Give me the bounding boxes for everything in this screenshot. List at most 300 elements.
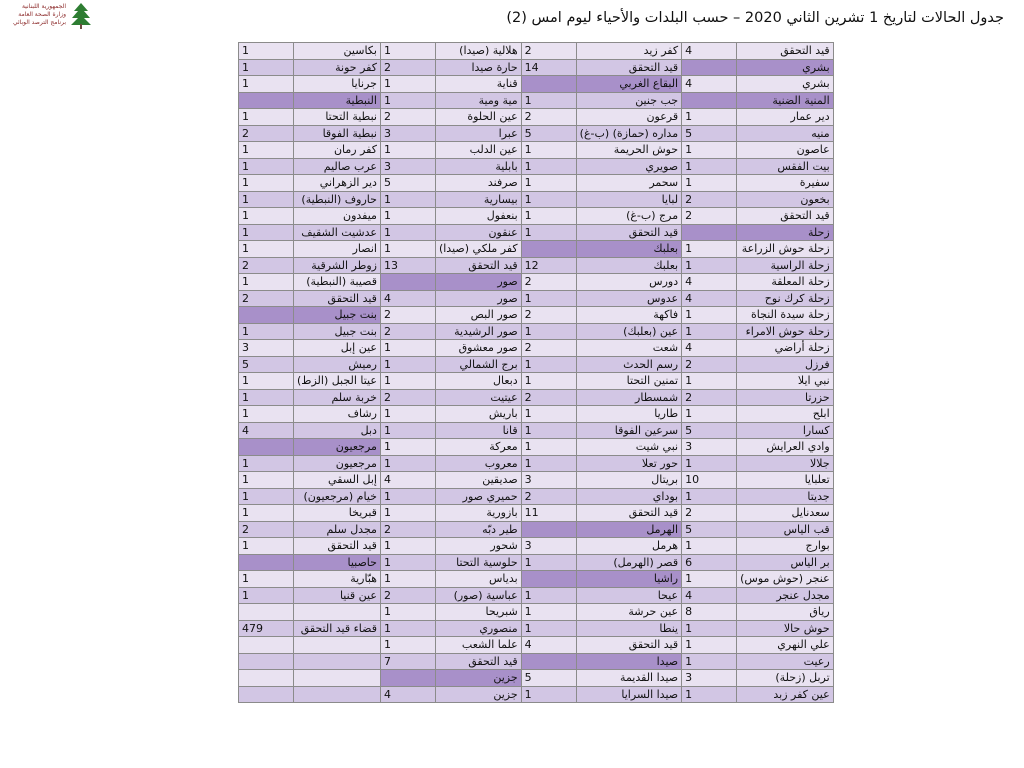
case-count-cell: 1 bbox=[521, 92, 576, 109]
table-row bbox=[239, 175, 834, 192]
town-name-cell: إبل السقي bbox=[294, 472, 381, 489]
town-name-cell: رياق bbox=[737, 604, 834, 621]
table-row bbox=[239, 109, 834, 126]
case-count-cell: 10 bbox=[682, 472, 737, 489]
town-name-cell: عين إبل bbox=[294, 340, 381, 357]
town-name-cell: عين قنيا bbox=[294, 587, 381, 604]
table-row bbox=[239, 554, 834, 571]
town-name-cell: بنعفول bbox=[435, 208, 521, 225]
case-count-cell bbox=[239, 653, 294, 670]
case-count-cell: 1 bbox=[239, 158, 294, 175]
case-count-cell: 4 bbox=[380, 686, 435, 703]
case-count-cell: 8 bbox=[682, 604, 737, 621]
case-count-cell bbox=[239, 670, 294, 687]
case-count-cell: 1 bbox=[239, 505, 294, 522]
table-row bbox=[239, 439, 834, 456]
case-count-cell: 1 bbox=[682, 653, 737, 670]
town-name-cell: تعلبايا bbox=[737, 472, 834, 489]
town-name-cell: بريتال bbox=[576, 472, 681, 489]
case-count-cell: 1 bbox=[521, 439, 576, 456]
town-name-cell: قناية bbox=[435, 76, 521, 93]
region-header-cell: مرجعيون bbox=[294, 439, 381, 456]
case-count-cell: 1 bbox=[239, 109, 294, 126]
town-name-cell: قيد التحقق bbox=[294, 538, 381, 555]
town-name-cell: علما الشعب bbox=[435, 637, 521, 654]
case-count-cell: 1 bbox=[380, 406, 435, 423]
table-row bbox=[239, 191, 834, 208]
case-count-cell: 1 bbox=[682, 571, 737, 588]
region-header-cell: جزين bbox=[435, 670, 521, 687]
case-count-cell: 5 bbox=[682, 422, 737, 439]
town-name-cell: حور تعلا bbox=[576, 455, 681, 472]
case-count-cell: 3 bbox=[682, 439, 737, 456]
town-name-cell: سرعين الفوقا bbox=[576, 422, 681, 439]
case-count-cell: 1 bbox=[521, 191, 576, 208]
case-count-cell: 1 bbox=[380, 340, 435, 357]
town-name-cell: مجدل سلم bbox=[294, 521, 381, 538]
town-name-cell: بكاسين bbox=[294, 43, 381, 60]
town-name-cell: صويري bbox=[576, 158, 681, 175]
case-count-cell: 4 bbox=[682, 274, 737, 291]
town-name-cell: بابلية bbox=[435, 158, 521, 175]
case-count-cell: 1 bbox=[380, 92, 435, 109]
case-count-cell: 1 bbox=[380, 554, 435, 571]
case-count-cell: 1 bbox=[239, 455, 294, 472]
case-count-cell: 1 bbox=[380, 224, 435, 241]
town-name-cell: رعيت bbox=[737, 653, 834, 670]
case-count-cell: 1 bbox=[239, 76, 294, 93]
table-row bbox=[239, 257, 834, 274]
town-name-cell: نبطية الفوقا bbox=[294, 125, 381, 142]
town-name-cell: قرعون bbox=[576, 109, 681, 126]
town-name-cell: زحلة كرك نوح bbox=[737, 290, 834, 307]
town-name-cell: عنقون bbox=[435, 224, 521, 241]
town-name-cell bbox=[294, 653, 381, 670]
region-header-cell: المنية الضنية bbox=[737, 92, 834, 109]
table-row bbox=[239, 373, 834, 390]
case-count-cell: 1 bbox=[239, 142, 294, 159]
town-name-cell: حارة صيدا bbox=[435, 59, 521, 76]
page-title: جدول الحالات لتاريخ 1 تشرين الثاني 2020 – حسب البلدات والأحياء ليوم امس (2) bbox=[506, 10, 1004, 26]
town-name-cell: عين كفر زبد bbox=[737, 686, 834, 703]
case-count-cell bbox=[521, 571, 576, 588]
town-name-cell: بعلبك bbox=[576, 257, 681, 274]
town-name-cell: قانا bbox=[435, 422, 521, 439]
case-count-cell: 2 bbox=[380, 389, 435, 406]
case-count-cell: 4 bbox=[380, 290, 435, 307]
town-name-cell: مجدل عنجر bbox=[737, 587, 834, 604]
case-count-cell: 1 bbox=[521, 208, 576, 225]
case-count-cell: 1 bbox=[682, 109, 737, 126]
case-count-cell: 5 bbox=[521, 670, 576, 687]
case-count-cell: 1 bbox=[380, 488, 435, 505]
region-header-cell: راشيا bbox=[576, 571, 681, 588]
case-count-cell: 4 bbox=[682, 587, 737, 604]
town-name-cell: حوش الحريمة bbox=[576, 142, 681, 159]
table-row bbox=[239, 125, 834, 142]
case-count-cell: 2 bbox=[521, 389, 576, 406]
logo-text bbox=[4, 3, 66, 27]
case-count-cell: 1 bbox=[239, 323, 294, 340]
case-count-cell: 1 bbox=[380, 439, 435, 456]
table-row bbox=[239, 472, 834, 489]
town-name-cell: عيحا bbox=[576, 587, 681, 604]
case-count-cell: 3 bbox=[239, 340, 294, 357]
town-name-cell: قصيبة (النبطية) bbox=[294, 274, 381, 291]
town-name-cell: صرفند bbox=[435, 175, 521, 192]
case-count-cell: 1 bbox=[682, 307, 737, 324]
town-name-cell: زحلة المعلقة bbox=[737, 274, 834, 291]
town-name-cell: مداره (حمازة) (ب-غ) bbox=[576, 125, 681, 142]
case-count-cell: 12 bbox=[521, 257, 576, 274]
case-count-cell: 5 bbox=[521, 125, 576, 142]
case-count-cell: 1 bbox=[682, 241, 737, 258]
table-row bbox=[239, 637, 834, 654]
case-count-cell: 1 bbox=[239, 488, 294, 505]
case-count-cell bbox=[239, 307, 294, 324]
region-header-cell: النبطية bbox=[294, 92, 381, 109]
table-row bbox=[239, 274, 834, 291]
case-count-cell: 2 bbox=[380, 587, 435, 604]
town-name-cell: عيتا الجبل (الزط) bbox=[294, 373, 381, 390]
case-count-cell: 1 bbox=[682, 323, 737, 340]
table-row bbox=[239, 686, 834, 703]
town-name-cell: عيتيت bbox=[435, 389, 521, 406]
case-count-cell bbox=[521, 653, 576, 670]
case-count-cell: 4 bbox=[682, 43, 737, 60]
case-count-cell: 1 bbox=[682, 257, 737, 274]
case-count-cell: 2 bbox=[380, 109, 435, 126]
case-count-cell: 4 bbox=[682, 290, 737, 307]
town-name-cell bbox=[294, 637, 381, 654]
town-name-cell: قيد التحقق bbox=[435, 257, 521, 274]
town-name-cell: مرج (ب-غ) bbox=[576, 208, 681, 225]
case-count-cell: 13 bbox=[380, 257, 435, 274]
town-name-cell: عبرا bbox=[435, 125, 521, 142]
case-count-cell: 1 bbox=[682, 488, 737, 505]
town-name-cell: عدوس bbox=[576, 290, 681, 307]
town-name-cell: سعدنايل bbox=[737, 505, 834, 522]
case-count-cell bbox=[521, 521, 576, 538]
case-count-cell: 1 bbox=[682, 175, 737, 192]
table-row bbox=[239, 323, 834, 340]
case-count-cell: 1 bbox=[521, 455, 576, 472]
town-name-cell: قصر (الهرمل) bbox=[576, 554, 681, 571]
town-name-cell: عاصون bbox=[737, 142, 834, 159]
town-name-cell: عدشيت الشقيف bbox=[294, 224, 381, 241]
town-name-cell: نبي شيت bbox=[576, 439, 681, 456]
region-header-cell: بعلبك bbox=[576, 241, 681, 258]
case-count-cell: 2 bbox=[380, 59, 435, 76]
case-count-cell: 1 bbox=[521, 620, 576, 637]
town-name-cell: وادي العرايش bbox=[737, 439, 834, 456]
case-count-cell: 4 bbox=[239, 422, 294, 439]
case-count-cell: 1 bbox=[239, 191, 294, 208]
case-count-cell bbox=[682, 224, 737, 241]
town-name-cell: طاريا bbox=[576, 406, 681, 423]
town-name-cell: برج الشمالي bbox=[435, 356, 521, 373]
case-count-cell: 1 bbox=[380, 191, 435, 208]
town-name-cell: عباسية (صور) bbox=[435, 587, 521, 604]
table-row bbox=[239, 670, 834, 687]
region-header-cell: بنت جبيل bbox=[294, 307, 381, 324]
case-count-cell: 1 bbox=[521, 224, 576, 241]
town-name-cell: بوارج bbox=[737, 538, 834, 555]
table-row bbox=[239, 653, 834, 670]
town-name-cell: قيد التحقق bbox=[576, 224, 681, 241]
town-name-cell: معركة bbox=[435, 439, 521, 456]
case-count-cell: 1 bbox=[239, 472, 294, 489]
case-count-cell: 14 bbox=[521, 59, 576, 76]
case-count-cell: 5 bbox=[239, 356, 294, 373]
case-count-cell: 1 bbox=[239, 175, 294, 192]
logo-line-1: الجمهورية اللبنانية bbox=[21, 3, 66, 10]
case-count-cell: 1 bbox=[239, 571, 294, 588]
case-count-cell: 2 bbox=[682, 208, 737, 225]
town-name-cell: منيه bbox=[737, 125, 834, 142]
case-count-cell: 1 bbox=[239, 59, 294, 76]
case-count-cell: 1 bbox=[239, 274, 294, 291]
case-count-cell bbox=[239, 92, 294, 109]
town-name-cell: عرب صاليم bbox=[294, 158, 381, 175]
table-row bbox=[239, 620, 834, 637]
town-name-cell: ميفدون bbox=[294, 208, 381, 225]
case-count-cell: 7 bbox=[380, 653, 435, 670]
case-count-cell: 2 bbox=[682, 505, 737, 522]
case-count-cell bbox=[521, 76, 576, 93]
town-name-cell: رميش bbox=[294, 356, 381, 373]
town-name-cell: حلوسية التحتا bbox=[435, 554, 521, 571]
town-name-cell: زحلة الراسية bbox=[737, 257, 834, 274]
town-name-cell: حزرتا bbox=[737, 389, 834, 406]
cedar-icon bbox=[70, 2, 92, 30]
case-count-cell: 479 bbox=[239, 620, 294, 637]
town-name-cell: لبايا bbox=[576, 191, 681, 208]
town-name-cell: رشاف bbox=[294, 406, 381, 423]
town-name-cell: بيسارية bbox=[435, 191, 521, 208]
town-name-cell: حوش حالا bbox=[737, 620, 834, 637]
cases-table-body bbox=[239, 43, 834, 703]
case-count-cell: 1 bbox=[521, 422, 576, 439]
table-row bbox=[239, 59, 834, 76]
case-count-cell bbox=[682, 59, 737, 76]
case-count-cell: 1 bbox=[239, 538, 294, 555]
case-count-cell: 1 bbox=[521, 323, 576, 340]
case-count-cell: 3 bbox=[521, 472, 576, 489]
town-name-cell: هلالية (صيدا) bbox=[435, 43, 521, 60]
town-name-cell: صور bbox=[435, 290, 521, 307]
case-count-cell: 2 bbox=[380, 521, 435, 538]
table-row bbox=[239, 241, 834, 258]
region-header-cell: صيدا bbox=[576, 653, 681, 670]
town-name-cell: قيد التحقق bbox=[576, 505, 681, 522]
town-name-cell: انصار bbox=[294, 241, 381, 258]
table-row bbox=[239, 356, 834, 373]
case-count-cell: 1 bbox=[682, 373, 737, 390]
case-count-cell: 1 bbox=[380, 76, 435, 93]
town-name-cell: خيام (مرجعيون) bbox=[294, 488, 381, 505]
case-count-cell: 4 bbox=[682, 76, 737, 93]
town-name-cell: مرجعيون bbox=[294, 455, 381, 472]
case-count-cell: 1 bbox=[380, 43, 435, 60]
town-name-cell: طير دبّه bbox=[435, 521, 521, 538]
town-name-cell: كسارا bbox=[737, 422, 834, 439]
region-header-cell: حاصبيا bbox=[294, 554, 381, 571]
region-header-cell: البقاع الغربي bbox=[576, 76, 681, 93]
town-name-cell: دير الزهراني bbox=[294, 175, 381, 192]
table-row bbox=[239, 538, 834, 555]
table-row bbox=[239, 587, 834, 604]
case-count-cell: 1 bbox=[521, 373, 576, 390]
case-count-cell: 1 bbox=[682, 686, 737, 703]
case-count-cell: 1 bbox=[521, 604, 576, 621]
town-name-cell: فاكهة bbox=[576, 307, 681, 324]
cases-table bbox=[238, 42, 834, 703]
case-count-cell: 2 bbox=[682, 191, 737, 208]
region-header-cell: بشري bbox=[737, 59, 834, 76]
town-name-cell: زحلة أراضي bbox=[737, 340, 834, 357]
town-name-cell: مية ومية bbox=[435, 92, 521, 109]
town-name-cell: صور الرشيدية bbox=[435, 323, 521, 340]
case-count-cell: 1 bbox=[682, 637, 737, 654]
case-count-cell: 2 bbox=[521, 274, 576, 291]
table-row bbox=[239, 92, 834, 109]
town-name-cell: كفر زيد bbox=[576, 43, 681, 60]
case-count-cell bbox=[521, 241, 576, 258]
table-row bbox=[239, 158, 834, 175]
case-count-cell: 1 bbox=[380, 241, 435, 258]
town-name-cell: بوداي bbox=[576, 488, 681, 505]
case-count-cell: 1 bbox=[682, 406, 737, 423]
town-name-cell: كفر حونة bbox=[294, 59, 381, 76]
town-name-cell: منصوري bbox=[435, 620, 521, 637]
town-name-cell: قضاء قيد التحقق bbox=[294, 620, 381, 637]
region-header-cell: صور bbox=[435, 274, 521, 291]
case-count-cell: 1 bbox=[380, 637, 435, 654]
case-count-cell: 1 bbox=[380, 142, 435, 159]
case-count-cell bbox=[239, 637, 294, 654]
case-count-cell: 1 bbox=[380, 505, 435, 522]
town-name-cell: دبل bbox=[294, 422, 381, 439]
case-count-cell: 1 bbox=[380, 422, 435, 439]
case-count-cell: 4 bbox=[682, 340, 737, 357]
case-count-cell: 1 bbox=[682, 455, 737, 472]
case-count-cell: 2 bbox=[380, 307, 435, 324]
town-name-cell: صور معشوق bbox=[435, 340, 521, 357]
town-name-cell: جلالا bbox=[737, 455, 834, 472]
logo-line-2: وزارة الصحة العامة bbox=[18, 11, 66, 18]
case-count-cell bbox=[239, 686, 294, 703]
case-count-cell: 1 bbox=[682, 538, 737, 555]
table-row bbox=[239, 422, 834, 439]
case-count-cell: 2 bbox=[380, 323, 435, 340]
town-name-cell: ينطا bbox=[576, 620, 681, 637]
town-name-cell: قيد التحقق bbox=[435, 653, 521, 670]
case-count-cell: 1 bbox=[380, 455, 435, 472]
town-name-cell bbox=[294, 670, 381, 687]
town-name-cell: رسم الحدث bbox=[576, 356, 681, 373]
case-count-cell: 1 bbox=[521, 175, 576, 192]
case-count-cell: 1 bbox=[682, 620, 737, 637]
town-name-cell: صيدا السرايا bbox=[576, 686, 681, 703]
case-count-cell: 1 bbox=[380, 604, 435, 621]
town-name-cell bbox=[294, 686, 381, 703]
table-row bbox=[239, 142, 834, 159]
town-name-cell: تربل (زحلة) bbox=[737, 670, 834, 687]
case-count-cell: 3 bbox=[521, 538, 576, 555]
town-name-cell: فرزل bbox=[737, 356, 834, 373]
town-name-cell: بيت الفقس bbox=[737, 158, 834, 175]
town-name-cell: جديتا bbox=[737, 488, 834, 505]
town-name-cell: دبعال bbox=[435, 373, 521, 390]
table-row bbox=[239, 43, 834, 60]
table-row bbox=[239, 307, 834, 324]
case-count-cell: 3 bbox=[380, 125, 435, 142]
case-count-cell: 1 bbox=[521, 356, 576, 373]
town-name-cell: بدياس bbox=[435, 571, 521, 588]
case-count-cell: 1 bbox=[239, 389, 294, 406]
case-count-cell: 2 bbox=[521, 340, 576, 357]
case-count-cell: 1 bbox=[380, 356, 435, 373]
town-name-cell: معروب bbox=[435, 455, 521, 472]
case-count-cell: 1 bbox=[380, 538, 435, 555]
region-header-cell: الهرمل bbox=[576, 521, 681, 538]
case-count-cell: 1 bbox=[239, 241, 294, 258]
case-count-cell: 2 bbox=[682, 389, 737, 406]
town-name-cell: عين الدلب bbox=[435, 142, 521, 159]
case-count-cell bbox=[239, 554, 294, 571]
town-name-cell: جب جنين bbox=[576, 92, 681, 109]
town-name-cell: تمنين التحتا bbox=[576, 373, 681, 390]
town-name-cell: شبريحا bbox=[435, 604, 521, 621]
town-name-cell: دير عمار bbox=[737, 109, 834, 126]
case-count-cell: 1 bbox=[682, 158, 737, 175]
case-count-cell: 1 bbox=[521, 587, 576, 604]
table-row bbox=[239, 455, 834, 472]
ministry-logo bbox=[6, 2, 92, 32]
town-name-cell: ابلح bbox=[737, 406, 834, 423]
town-name-cell: حميري صور bbox=[435, 488, 521, 505]
case-count-cell: 1 bbox=[521, 142, 576, 159]
town-name-cell: هرمل bbox=[576, 538, 681, 555]
case-count-cell: 4 bbox=[521, 637, 576, 654]
table-row bbox=[239, 208, 834, 225]
table-row bbox=[239, 571, 834, 588]
town-name-cell: عين حرشة bbox=[576, 604, 681, 621]
town-name-cell: شمسطار bbox=[576, 389, 681, 406]
town-name-cell: جرنايا bbox=[294, 76, 381, 93]
case-count-cell: 11 bbox=[521, 505, 576, 522]
town-name-cell: صور البص bbox=[435, 307, 521, 324]
town-name-cell: هبّارية bbox=[294, 571, 381, 588]
town-name-cell: زحلة حوش الامراء bbox=[737, 323, 834, 340]
table-row bbox=[239, 406, 834, 423]
town-name-cell: زحلة حوش الزراعة bbox=[737, 241, 834, 258]
town-name-cell: عين الحلوة bbox=[435, 109, 521, 126]
case-count-cell: 1 bbox=[239, 43, 294, 60]
case-count-cell: 1 bbox=[380, 620, 435, 637]
town-name-cell: صديقين bbox=[435, 472, 521, 489]
case-count-cell: 5 bbox=[380, 175, 435, 192]
town-name-cell: بر الياس bbox=[737, 554, 834, 571]
town-name-cell: خربة سلم bbox=[294, 389, 381, 406]
town-name-cell: علي النهري bbox=[737, 637, 834, 654]
town-name-cell: باريش bbox=[435, 406, 521, 423]
town-name-cell: قيد التحقق bbox=[737, 208, 834, 225]
town-name-cell: قيد التحقق bbox=[737, 43, 834, 60]
town-name-cell: زحلة سيدة النجاة bbox=[737, 307, 834, 324]
case-count-cell: 1 bbox=[521, 158, 576, 175]
